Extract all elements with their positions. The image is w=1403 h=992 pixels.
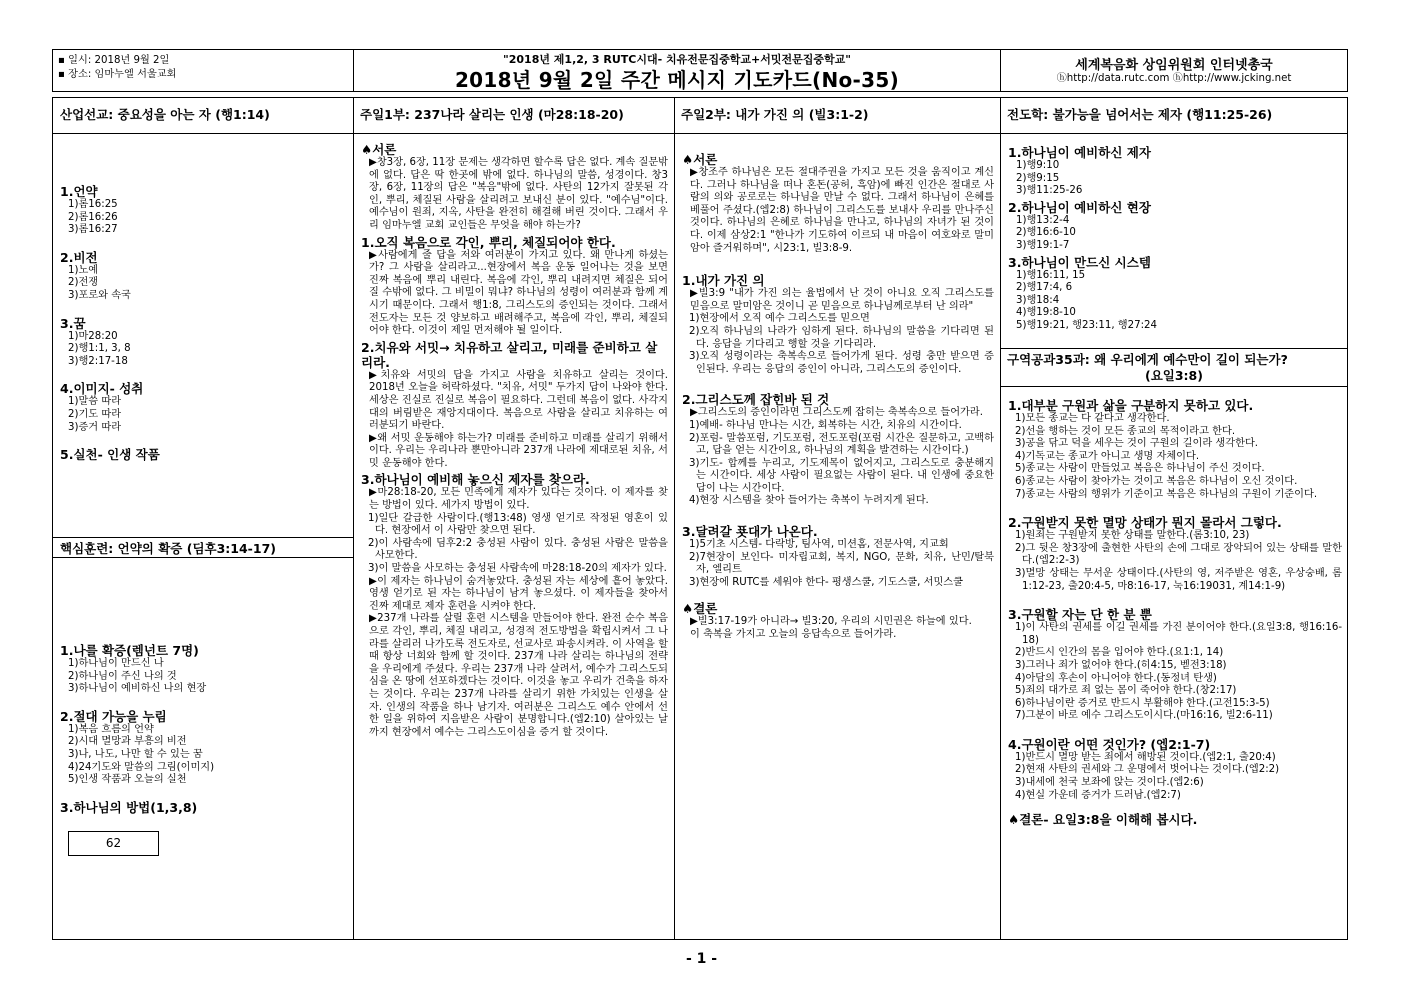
paragraph: 이 축복을 가지고 오늘의 응답속으로 들어가라. xyxy=(690,629,897,641)
list-item: 3)포로와 속국 xyxy=(68,289,131,301)
list-item: 3)멸망 상태는 무서운 상태이다.(사탄의 영, 저주받은 영혼, 우상숭배, 롬1:12-23, 출20:4-5, 마8:16-17, 눅16:19031, 계14:1-9) xyxy=(1015,567,1342,592)
list-item: 3)행2:17-18 xyxy=(68,355,128,367)
paragraph: ▶이 제자는 하나님이 숨겨놓았다. 충성된 자는 세상에 흩어 놓았다. 영생 얻기로 된 자는 하나님이 남겨 놓으셨다. 이 제자들을 찾아서 진짜 제대로 제자 훈련을 시켜야 한다. xyxy=(369,575,668,612)
list-item: 3)오직 성령이라는 축복속으로 들어가게 된다. 성령 충만 받으면 증인된다. 우리는 응답의 증인이 아니라, 그리스도의 증인이다. xyxy=(689,351,994,375)
list-item: 2)오직 하나님의 나라가 임하게 된다. 하나님의 말씀을 기다리면 된다. 응답을 기다리고 행할 것을 기다리라. xyxy=(689,325,994,350)
col4-title: 전도학: 불가능을 넘어서는 제자 (행11:25-26) xyxy=(1007,107,1273,122)
col-divider-1 xyxy=(353,97,354,940)
title-row-line xyxy=(52,133,1348,134)
list-item: 3)행18:4 xyxy=(1016,294,1060,306)
col3-p1-heading: 1.내가 가진 의 xyxy=(682,273,765,289)
list-item: 1)복음 흐름의 언약 xyxy=(68,723,154,735)
col2-p3-heading: 3.하나님이 예비해 놓으신 제자를 찾으라. xyxy=(361,472,590,488)
paragraph: ▶왜 서밋 운동해야 하는가? 미래를 준비하고 미래를 살리기 위해서이다. 우리는 우리나라 뿐만아니라 237개 나라에 제대로된 치유, 서밋 운동해야 한다. xyxy=(369,432,668,469)
list-item: 1)반드시 멸망 받는 죄에서 해방된 것이다.(엡2:1, 출20:4) xyxy=(1015,751,1276,763)
col3-body xyxy=(678,150,998,937)
col4-top xyxy=(1004,143,1346,333)
col1-training xyxy=(56,641,350,815)
list-item: 2)행16:6-10 xyxy=(1016,227,1076,239)
paragraph: ▶빌3:17-19가 아니라→ 빌3:20, 우리의 시민권은 하늘에 있다. xyxy=(690,616,972,628)
col2-p2-heading: 2.치유와 서밋→ 치유하고 살리고, 미래를 준비하고 살리라. xyxy=(361,339,658,370)
list-item: 2)선을 행하는 것이 모든 종교의 목적이라고 한다. xyxy=(1015,425,1236,437)
col3-title: 주일2부: 내가 가진 의 (빌3:1-2) xyxy=(681,107,869,122)
list-item: 5)인생 작품과 오늘의 실천 xyxy=(68,774,187,786)
list-item: 4)행19:8-10 xyxy=(1016,307,1076,319)
col4-q3-heading: 3.구원할 자는 단 한 분 뿐 xyxy=(1008,607,1152,623)
list-item: 2)기도 따라 xyxy=(68,408,122,420)
list-item: 1)노예 xyxy=(68,264,99,276)
list-item: 3)이 말씀을 사모하는 충성된 사람속에 마28:18-20의 제자가 있다. xyxy=(368,563,667,575)
paragraph: ▶치유와 서밋의 답을 가지고 사람을 치유하고 살리는 것이다. 2018년 오늘을 허락하셨다. "치유, 서밋" 두가지 답이 나와야 한다. 세상은 진실로 진실로 복음이 필요하다. 그런데 복음이 없다. 사각지대의 버림받은 재앙지대이다. 복음으로 사람을 살리고 치유하는 여러분되기 바란다. xyxy=(369,369,668,432)
col4-q2-heading: 2.구원받지 못한 멸망 상태가 뭔지 몰라서 그렇다. xyxy=(1008,515,1282,531)
col2-intro-heading: ♠서론 xyxy=(361,142,397,157)
list-item: 1)이 사탄의 권세를 이길 권세를 가진 분이어야 한다.(요일3:8, 행16:16-18) xyxy=(1015,622,1342,646)
paragraph: ▶마28:18-20, 모든 민족에게 제자가 있다는 것이다. 이 제자를 찾는 방법이 있다. 세가지 방법이 있다. xyxy=(369,487,668,512)
list-item: 2)이 사람속에 딤후2:2 충성된 사람이 있다. 충성된 사람은 말씀을 사모한다. xyxy=(368,537,668,562)
list-item: 3)현장에 RUTC를 세워야 한다- 평생스쿨, 기도스쿨, 서밋스쿨 xyxy=(689,576,963,588)
col3-p2-heading: 2.그리스도께 잡힌바 된 것 xyxy=(682,392,830,408)
list-item: 2)시대 멸망과 부흥의 비전 xyxy=(68,736,187,748)
list-item: 5)행19:21, 행23:11, 행27:24 xyxy=(1016,319,1158,331)
list-item: 3)나, 나도, 나만 할 수 있는 꿈 xyxy=(68,748,203,760)
paragraph: ▶창조주 하나님은 모든 절대주권을 가지고 모든 것을 움직이고 계신다. 그러나 하나님을 떠나 혼돈(공허, 흑암)에 빠진 인간은 절대로 사람의 의와 공로로는 하나님을 만날 수 없다. 그래서 하나님이 은혜를 베풀어 주셨다.(엡2:8) 하나님이 그리스도를 보내사 우리를 만나주신 것이다. 하나님의 은혜로 하나님을 만나고, 하나님의 자녀가 된 것이다. 이제 삼상2:1 "한나가 기도하여 이르되 내 마음이 여호와로 말미암아 즐거워하며", 시23:1, 빌3:8-9. xyxy=(690,167,994,254)
list-item: 7)종교는 사람의 행위가 기준이고 복음은 하나님의 구원이 기준이다. xyxy=(1015,488,1318,500)
org-name: 세계복음화 상임위원회 인터넷총국 xyxy=(1075,58,1273,73)
paragraph: ▶사람에게 줄 답을 저와 여러분이 가지고 있다. 왜 만나게 하셨는가? 그 사람을 살리라고...현장에서 복음 운동 일어나는 것을 보면 진짜 복음에 뿌리 내린다. 복음에 각인, 뿌리 내려지면 체질은 되어질 수밖에 없다. 그 비밀이 뭐냐? 하나님의 성령이 여러분과 함께 계시기 때문이다. 그래서 행1:8, 그리스도의 증인되는 것이다. 그래서 전도자는 모든 것 양보하고 배려해주고, 복음에 각인, 뿌리, 체질되어야 한다. 이것이 제일 먼저해야 될 일이다. xyxy=(369,249,668,337)
col3-intro-heading: ♠서론 xyxy=(682,152,718,167)
col1-t2-heading: 2.절대 가능을 누림 xyxy=(60,708,167,724)
list-item: 2)반드시 인간의 몸을 입어야 한다.(요1:1, 14) xyxy=(1015,647,1224,659)
col-divider-2 xyxy=(674,97,675,940)
list-item: 4)아담의 후손이 아니어야 한다.(동정녀 탄생) xyxy=(1015,672,1217,684)
col4-q4-heading: 4.구원이란 어떤 것인가? (엡2:1-7) xyxy=(1008,736,1211,752)
list-item: 1)행13:2-4 xyxy=(1016,214,1070,226)
list-item: 3)내세에 천국 보좌에 앉는 것이다.(엡2:6) xyxy=(1015,777,1204,789)
col3-p3-heading: 3.달려갈 푯대가 나온다. xyxy=(682,524,818,540)
col1-s1-heading: 1.언약 xyxy=(60,184,98,199)
header-divider-right xyxy=(1000,49,1001,92)
list-item: 6)하나님이란 증거로 반드시 부활해야 한다.(고전15:3-5) xyxy=(1015,697,1270,709)
paragraph: ▶빌3:9 "내가 가진 의는 율법에서 난 것이 아니요 오직 그리스도를 믿음으로 말미암은 것이니 곧 믿음으로 하나님께로부터 난 의라" xyxy=(690,288,994,312)
list-item: 1)5기초 시스템- 다락방, 팀사역, 미션홈, 전문사역, 지교회 xyxy=(689,539,949,551)
paragraph: ▶그리스도의 증인이라면 그리스도께 잡히는 축복속으로 들어가라. xyxy=(690,407,983,419)
list-item: 1)롬16:25 xyxy=(68,199,118,210)
list-item: 2)행9:15 xyxy=(1016,172,1060,184)
col1-s3-heading: 3.꿈 xyxy=(60,315,86,331)
list-item: 6)종교는 사람이 찾아가는 것이고 복음은 하나님이 오신 것이다. xyxy=(1015,475,1298,487)
list-item: 2)행1:1, 3, 8 xyxy=(68,343,131,355)
list-item: 3)그러나 죄가 없어야 한다.(히4:15, 벧전3:18) xyxy=(1015,659,1227,671)
list-item: 1)마28:20 xyxy=(68,330,118,342)
training-top-line xyxy=(52,537,354,538)
list-item: 1)행16:11, 15 xyxy=(1016,269,1086,281)
list-item: 2)현재 사탄의 권세와 그 운명에서 벗어나는 것이다.(엡2:2) xyxy=(1015,764,1280,776)
col-divider-3 xyxy=(1000,97,1001,940)
paragraph: ▶창3장, 6장, 11장 문제는 생각하면 할수록 답은 없다. 계속 질문밖에 없다. 답은 딱 한곳에 밖에 없다. 하나님의 말씀, 성경이다. 창3장, 6장, 11장의 답은 "복음"밖에 없다. 사탄의 12가지 잘못된 각인, 뿌리, 체질된 사람을 살리려고 보내신 분이 있다. "예수님"이다. 예수님이 원죄, 지옥, 사탄을 완전히 해결해 버린 것이다. 그래서 우리 임마누엘 교회 교인들은 무엇을 해야 하는가? xyxy=(369,157,668,231)
page-number-box: 62 xyxy=(68,831,159,856)
col1-t1-heading: 1.나를 확증(렘넌트 7명) xyxy=(60,643,199,658)
list-item: 1)원죄는 구원받지 못한 상태를 말한다.(롬3:10, 23) xyxy=(1015,530,1250,542)
list-item: 4)현실 가운데 증거가 드러남.(엡2:7) xyxy=(1015,789,1181,801)
list-item: 1)일단 갈급한 사람이다.(행13:48) 영생 얻기로 작정된 영혼이 있다. 현장에서 이 사람만 찾으면 된다. xyxy=(368,512,668,537)
list-item: 4)24기도와 말씀의 그림(이미지) xyxy=(68,761,215,773)
list-item: 2)전쟁 xyxy=(68,277,99,289)
col1-title: 산업선교: 중요성을 아는 자 (행1:14) xyxy=(60,107,270,122)
list-item: 3)롬16:27 xyxy=(68,224,118,236)
lesson-ref: (요일3:8) xyxy=(1145,368,1203,383)
list-item: 2)롬16:26 xyxy=(68,211,118,223)
list-item: 2)그 뒷은 창3장에 출현한 사탄의 손에 그대로 장악되어 있는 상태를 말한다.(엡2:2-3) xyxy=(1015,542,1342,567)
list-item: 3)행19:1-7 xyxy=(1016,239,1070,251)
col4-s1-heading: 1.하나님이 예비하신 제자 xyxy=(1008,145,1151,160)
lesson-top-line xyxy=(1000,348,1348,349)
col1-s4-heading: 4.이미지- 성취 xyxy=(60,381,144,397)
place-text: ▪ 장소: 임마누엘 서울교회 xyxy=(58,69,177,80)
col4-q1-heading: 1.대부분 구원과 삶을 구분하지 못하고 있다. xyxy=(1008,398,1254,413)
header-divider-left xyxy=(353,49,354,92)
col4-end-heading: ♠결론- 요일3:8을 이해해 봅시다. xyxy=(1008,812,1198,828)
list-item: 4)현장 시스템을 찾아 들어가는 축복이 누려지게 된다. xyxy=(689,495,929,507)
col2-body xyxy=(357,140,672,937)
paragraph: ▶237개 나라를 살릴 훈련 시스템을 만들어야 한다. 완전 순수 복음으로 각인, 뿌리, 체질 내리고, 성경적 전도방법을 확립시켜서 그 나라를 살리러 나가도록 전도자로, 선교사로 파송시켜라. 이 사역을 할 때 항상 너희와 함께 할 것이다. 237개 나라 살리는 하나님의 전략을 우리에게 주셨다. 우리는 237개 나라 살려서, 예수가 그리스도되심을 온 땅에 선포하겠다는 것이다. 이것을 놓고 우리가 건축을 하자는 것이다. 우리는 237개 나라를 살리기 위한 가치있는 인생을 살자. 인생의 작품을 하나 남기자. 여러분은 그리스도 예수 안에서 선한 일을 위하여 지음받은 사람이 분명합니다.(엡2:10) 살아있는 날까지 현장에서 예수는 그리스도이심을 증거 할 것이다. xyxy=(369,613,668,738)
page-title: 2018년 9월 2일 주간 메시지 기도카드(No-35) xyxy=(454,68,900,92)
list-item: 5)종교는 사람이 만들었고 복음은 하나님이 주신 것이다. xyxy=(1015,463,1265,475)
training-title-line xyxy=(52,557,354,558)
col3-end-heading: ♠결론 xyxy=(682,601,718,617)
col1-s5-heading: 5.실천- 인생 작품 xyxy=(60,447,160,463)
date-text: ▪ 일시: 2018년 9월 2일 xyxy=(58,55,170,66)
list-item: 1)말씀 따라 xyxy=(68,396,122,408)
lesson-title: 구역공과35과: 왜 우리에게 예수만이 길이 되는가? xyxy=(1007,352,1288,367)
list-item: 1)행9:10 xyxy=(1016,160,1060,171)
col2-p1-heading: 1.오직 복음으로 각인, 뿌리, 체질되어야 한다. xyxy=(361,234,616,250)
page-footer: - 1 - xyxy=(685,951,718,967)
col1-top xyxy=(56,182,350,462)
list-item: 1)모든 종교는 다 같다고 생각한다. xyxy=(1015,413,1170,424)
col1-s2-heading: 2.비전 xyxy=(60,249,98,265)
list-item: 3)증거 따라 xyxy=(68,421,122,433)
list-item: 3)기도- 합께를 누리고, 기도제목이 없어지고, 그리스도로 충분해지는 시간이다. 세상 사람이 필요없는 사람이 된다. 내 인생에 중요한 답이 나는 시간이다. xyxy=(689,457,994,494)
header-subtitle: "2018년 제1,2, 3 RUTC시대- 치유전문집중학교+서밋전문집중학교" xyxy=(503,53,851,66)
list-item: 2)포럼- 말씀포럼, 기도포럼, 전도포럼(포럼 시간은 질문하고, 고백하고, 답을 얻는 시간이요, 하나님의 계획을 발견하는 시간이다.) xyxy=(689,432,994,457)
col4-s3-heading: 3.하나님이 만드신 시스템 xyxy=(1008,254,1151,270)
list-item: 3)행11:25-26 xyxy=(1016,185,1083,197)
list-item: 4)기독교는 종교가 아니고 생명 자체이다. xyxy=(1015,450,1200,462)
list-item: 1)현장에서 오직 예수 그리스도를 믿으면 xyxy=(689,313,870,325)
col4-s2-heading: 2.하나님이 예비하신 현장 xyxy=(1008,199,1151,215)
list-item: 2)행17:4, 6 xyxy=(1016,282,1073,294)
list-item: 2)하나님이 주신 나의 것 xyxy=(68,670,177,682)
training-title: 핵심훈련: 언약의 확증 (딤후3:14-17) xyxy=(60,541,276,556)
list-item: 3)공을 닦고 덕을 세우는 것이 구원의 길이라 생각한다. xyxy=(1015,438,1259,450)
list-item: 1)예배- 하나님 만나는 시간, 회복하는 시간, 치유의 시간이다. xyxy=(689,419,962,431)
lesson-title-line xyxy=(1000,386,1348,387)
col4-lesson xyxy=(1004,396,1346,827)
list-item: 2)7현장이 보인다- 미자립교회, 복지, NGO, 문화, 치유, 난민/탈북자, 엘리트 xyxy=(689,551,994,576)
col1-t3-heading: 3.하나님의 방법(1,3,8) xyxy=(60,799,198,815)
col2-title: 주일1부: 237나라 살리는 인생 (마28:18-20) xyxy=(360,107,624,122)
list-item: 5)죄의 대가로 죄 없는 몸이 죽어야 한다.(창2:17) xyxy=(1015,685,1237,697)
list-item: 1)하나님이 만드신 나 xyxy=(68,658,164,669)
org-urls: ⓗhttp://data.rutc.com ⓗhttp://www.jcking.net xyxy=(1056,73,1292,84)
list-item: 7)그분이 바로 예수 그리스도이시다.(마16:16, 빌2:6-11) xyxy=(1015,710,1273,722)
list-item: 3)하나님이 예비하신 나의 현장 xyxy=(68,683,207,695)
